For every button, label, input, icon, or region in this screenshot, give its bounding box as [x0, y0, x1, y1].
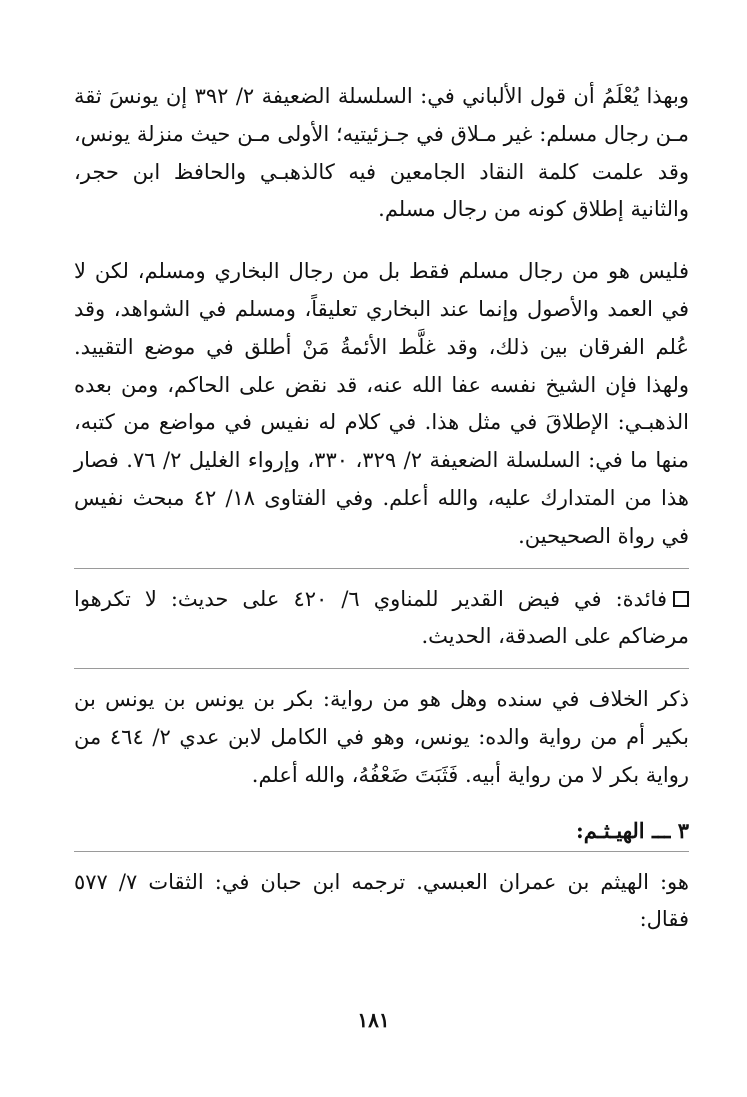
- benefit-note-text: فائدة: في فيض القدير للمناوي ٦/ ٤٢٠ على حديث: لا تكرهوا مرضاكم على الصدقة، الحديث.: [74, 586, 689, 649]
- checkbox-icon: [673, 591, 689, 607]
- paragraph-rijal-muslim: فليس هو من رجال مسلم فقط بل من رجال البخاري ومسلم، لكن لا في العمد والأصول وإنما عند البخاري تعليقاً، ومسلم في الشواهد، وقد عُلم الفرقان بين ذلك، وقد غلَّط الأئمةُ مَنْ أطلق في موضع التقييد. ولهذا فإن الشيخ نفسه عفا الله عنه، قد نقض على الحاكم، ومن بعده الذهبـي: الإطلاقَ في مثل هذا. في كلام له نفيس في مواضع من كتبه، منها ما في: السلسلة الضعيفة ٢/ ٣٢٩، ٣٣٠، وإرواء الغليل ٢/ ٧٦. فصار هذا من المتدارك عليه، والله أعلم. وفي الفتاوى ١٨/ ٤٢ مبحث نفيس في رواة الصحيحين.: [74, 259, 690, 548]
- section-divider: [74, 668, 689, 669]
- benefit-note: [74, 581, 689, 657]
- document-body: [74, 78, 689, 943]
- entry-heading: ٣ ـــ الهيـثـم:: [576, 817, 689, 843]
- page-number: ١٨١: [357, 1008, 390, 1032]
- paragraph-chain-dispute: ذكر الخلاف في سنده وهل هو من رواية: بكر بن يونس بن يونس بن بكير أم من رواية والده: يونس، وهو في الكامل لابن عدي ٢/ ٤٦٤ من رواية بكر لا من رواية أبيه. فَثَبَتَ ضَعْفُهُ، والله أعلم.: [74, 687, 689, 787]
- section-divider: [74, 568, 689, 569]
- paragraph-albani-note: وبهذا يُعْلَمُ أن قول الألباني في: السلسلة الضعيفة ٢/ ٣٩٢ إن يونسَ ثقة مـن رجال مسلم: غير مـلاق في جـزئيتيه؛ الأولى مـن حيث منزلة يونس، وقد علمت كلمة النقاد الجامعين فيه كالذهبـي والحافظ ابن حجر، والثانية إطلاق كونه من رجال مسلم.: [74, 84, 689, 222]
- heading-underline: [74, 851, 689, 852]
- paragraph-haytham-entry: هو: الهيثم بن عمران العبسي. ترجمه ابن حبان في: الثقات ٧/ ٥٧٧ فقال:: [74, 869, 689, 932]
